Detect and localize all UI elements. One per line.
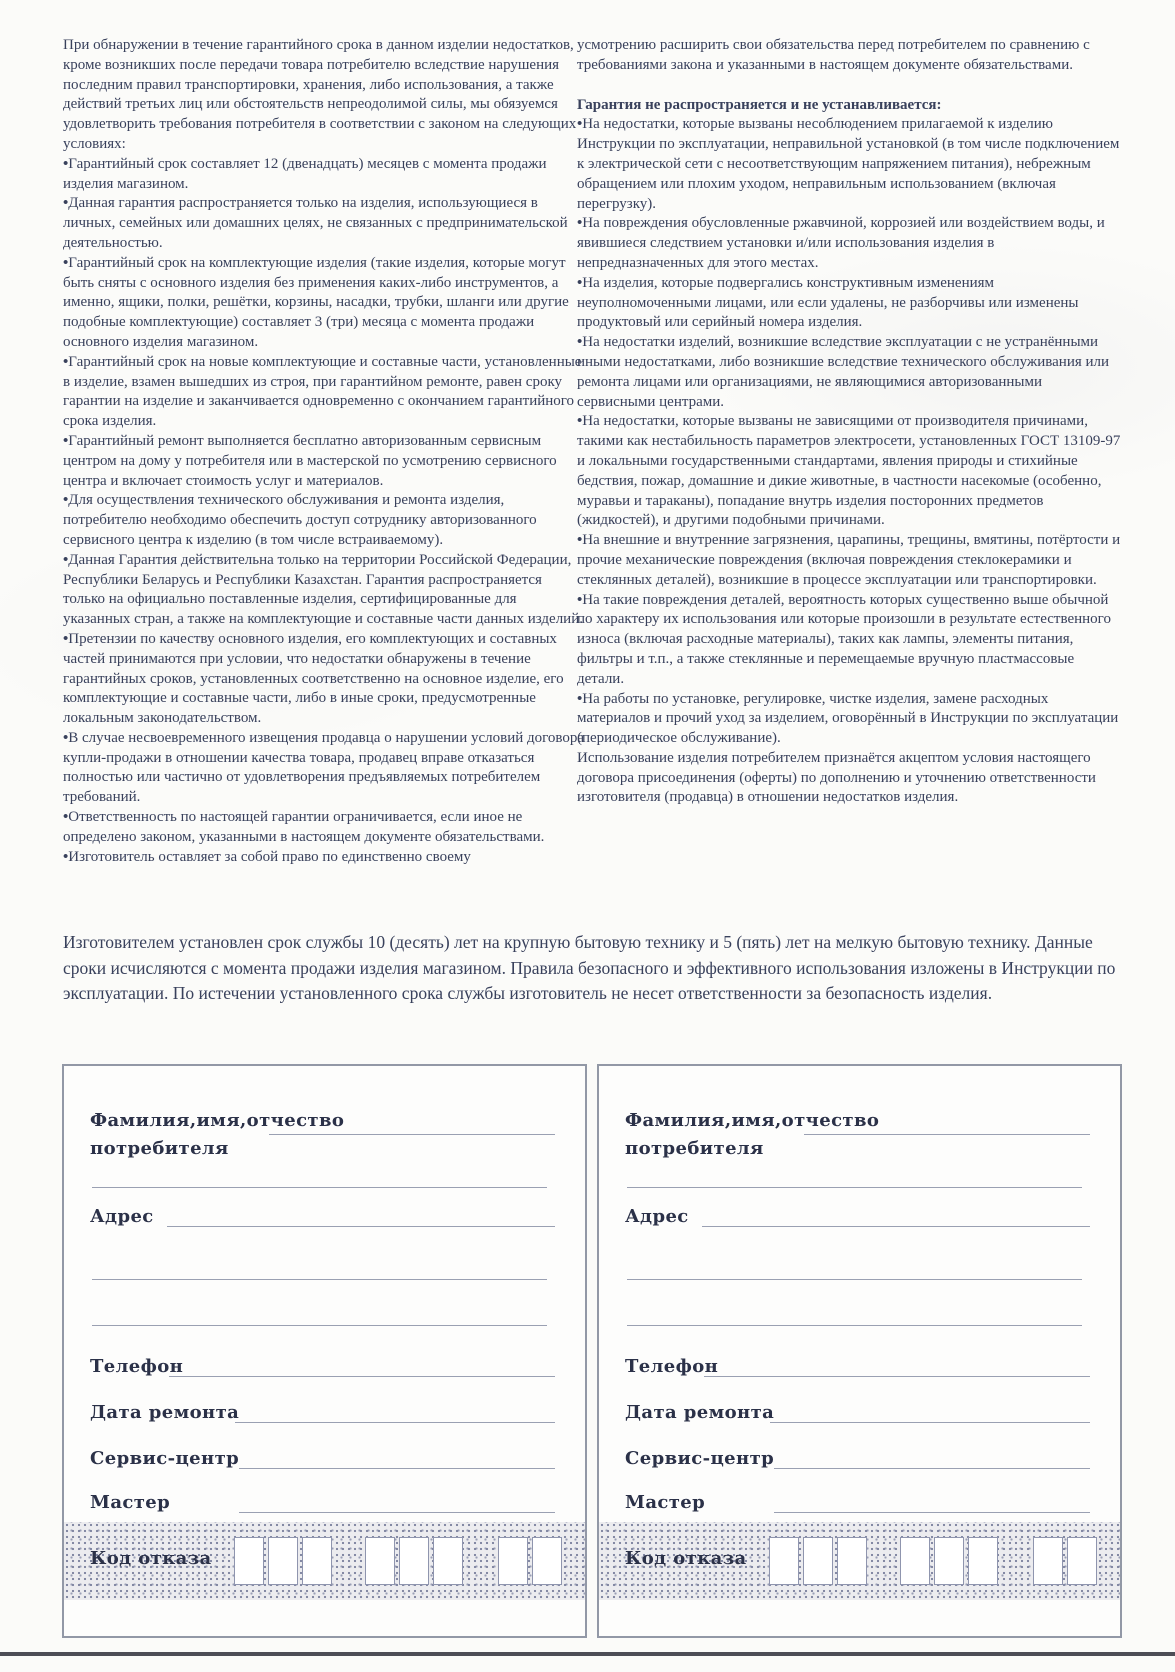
address-extra-line-2	[627, 1325, 1082, 1326]
consumer-name-label-2: потребителя	[90, 1138, 229, 1159]
warranty-condition-bullet: • Данная гарантия распространяется только на изделия, использующиеся в личных, семейных или домашних целях, не связанных с предпринимательской деятельностью.	[63, 194, 587, 253]
failure-code-cell-group	[365, 1537, 463, 1585]
service-center-input-line	[239, 1468, 555, 1469]
failure-code-cell-group	[1033, 1537, 1097, 1585]
consumer-name-label: Фамилия,имя,отчество	[625, 1110, 880, 1131]
warranty-condition-bullet: • Гарантийный срок на новые комплектующие и составные части, установленные в изделие, взамен вышедших из строя, при гарантийном ремонте, равен сроку гарантии на изделие и заканчивается одновременно с окончанием гарантийного срока изделия.	[63, 353, 587, 432]
failure-code-cell	[399, 1537, 429, 1585]
warranty-condition-bullet: • Для осуществления технического обслуживания и ремонта изделия, потребителю необходимо обеспечить доступ сотруднику авторизованного сервисного центра к изделию (в том числе встраиваемому).	[63, 491, 587, 550]
failure-code-cell-group	[234, 1537, 332, 1585]
master-input-line	[774, 1512, 1090, 1513]
warranty-exclusion-bullet: • На работы по установке, регулировке, чистке изделия, замене расходных материалов и прочий уход за изделием, оговорённый в Инструкции по эксплуатации (периодическое обслуживание).	[577, 690, 1122, 749]
name-extra-line	[92, 1187, 547, 1188]
warranty-condition-bullet: • Данная Гарантия действительна только на территории Российской Федерации, Республики Беларусь и Республики Казахстан. Гарантия распространяется только на официально поставленные изделия, сертифицированные для указанных стран, а также на комплектующие и составные части данных изделий.	[63, 551, 587, 630]
phone-input-line	[704, 1376, 1090, 1377]
consumer-form-right	[597, 1064, 1122, 1638]
address-extra-line-2	[92, 1325, 547, 1326]
address-label: Адрес	[90, 1206, 154, 1227]
failure-code-cell	[803, 1537, 833, 1585]
warranty-intro-paragraph: При обнаружении в течение гарантийного срока в данном изделии недостатков, кроме возникших после передачи товара потребителю вследствие нарушения последним правил транспортировки, хранения, либо использования, а также действий третьих лиц или обстоятельств непреодолимой силы, мы обязуемся удовлетворить требования потребителя в соответствии с законом на следующих условиях:	[63, 37, 577, 152]
warranty-exclusion-bullet: • На внешние и внутренние загрязнения, царапины, трещины, вмятины, потёртости и прочие механические повреждения (включая повреждения стеклокерамики и стеклянных деталей), возникшие в процессе эксплуатации или транспортировки.	[577, 531, 1122, 590]
consumer-name-label: Фамилия,имя,отчество	[90, 1110, 345, 1131]
failure-code-cell-group	[769, 1537, 867, 1585]
master-label: Мастер	[90, 1492, 171, 1513]
address-label: Адрес	[625, 1206, 689, 1227]
repair-date-label: Дата ремонта	[625, 1402, 775, 1423]
service-center-label: Сервис-центр	[625, 1448, 775, 1469]
address-extra-line	[627, 1279, 1082, 1280]
scan-edge-line	[0, 1652, 1175, 1656]
name-input-line	[804, 1134, 1090, 1135]
failure-code-cell	[1033, 1537, 1063, 1585]
failure-code-cell	[1067, 1537, 1097, 1585]
address-extra-line	[92, 1279, 547, 1280]
repair-date-label: Дата ремонта	[90, 1402, 240, 1423]
warranty-condition-bullet: • Ответственность по настоящей гарантии ограничивается, если иное не определено законом, указанными в настоящем документе обязательствами.	[63, 808, 587, 848]
failure-code-cell	[302, 1537, 332, 1585]
master-input-line	[239, 1512, 555, 1513]
warranty-condition-bullet: • Изготовитель оставляет за собой право по единственно своему	[63, 848, 587, 868]
failure-code-band	[64, 1522, 585, 1600]
consumer-form-left	[62, 1064, 587, 1638]
warranty-continuation-paragraph: усмотрению расширить свои обязательства перед потребителем по сравнению с требованиями закона и указанными в настоящем документе обязательствами.	[577, 37, 1090, 73]
warranty-exclusion-bullet: • На недостатки изделий, возникшие вследствие эксплуатации с не устранёнными иными недостатками, либо возникшие вследствие технического обслуживания или ремонта лицами или организациями, не являющимися авторизованными сервисными центрами.	[577, 333, 1122, 412]
warranty-condition-bullet: • В случае несвоевременного извещения продавца о нарушении условий договора купли-продажи в отношении качества товара, продавец вправе отказаться полностью или частично от удовлетворения предъявляемых потребителем требований.	[63, 729, 587, 808]
warranty-exclusions-heading: Гарантия не распространяется и не устанавливается:	[577, 96, 942, 113]
warranty-exclusion-bullet: • На такие повреждения деталей, вероятность которых существенно выше обычной по характеру их использования или которые произошли в результате естественного износа (включая расходные материалы), таких как лампы, элементы питания, фильтры и т.п., а также стеклянные и перемещаемые вручную пластмассовые детали.	[577, 591, 1122, 690]
failure-code-cell-group	[900, 1537, 998, 1585]
warranty-conditions-column-left	[63, 36, 587, 867]
failure-code-cell	[498, 1537, 528, 1585]
failure-code-cell	[968, 1537, 998, 1585]
address-input-line	[167, 1226, 555, 1227]
warranty-exclusion-bullet: • На повреждения обусловленные ржавчиной, коррозией или воздействием воды, и явившиеся следствием установки и/или использования изделия в непредназначенных для этого местах.	[577, 214, 1122, 273]
failure-code-cell	[433, 1537, 463, 1585]
offer-acceptance-paragraph: Использование изделия потребителем признаётся акцептом условия настоящего договора присоединения (оферты) по дополнению и уточнению ответственности изготовителя (продавца) в отношении недостатков изделия.	[577, 749, 1096, 806]
warranty-exclusion-bullet: • На недостатки, которые вызваны несоблюдением прилагаемой к изделию Инструкции по эксплуатации, неправильной установкой (в том числе подключением к электрической сети с несоответствующим напряжением питания), небрежным обращением или плохим уходом, неправильным использованием (включая перегрузку).	[577, 115, 1122, 214]
phone-label: Телефон	[90, 1356, 184, 1377]
failure-code-cell	[837, 1537, 867, 1585]
master-label: Мастер	[625, 1492, 706, 1513]
failure-code-band	[599, 1522, 1120, 1600]
failure-code-cell	[934, 1537, 964, 1585]
repair-date-input-line	[770, 1422, 1090, 1423]
failure-code-cell	[234, 1537, 264, 1585]
warranty-exclusion-bullet: • На недостатки, которые вызваны не зависящими от производителя причинами, такими как нестабильность параметров электросети, установленных ГОСТ 13109-97 и локальными государственными стандартами, явления природы и стихийные бедствия, пожар, домашние и дикие животные, в частности насекомые (особенно, муравьи и тараканы), попадание внутрь изделия посторонних предметов (жидкостей), и другими подобными причинами.	[577, 412, 1122, 531]
failure-code-cell	[268, 1537, 298, 1585]
failure-code-cell	[769, 1537, 799, 1585]
consumer-name-label-2: потребителя	[625, 1138, 764, 1159]
phone-label: Телефон	[625, 1356, 719, 1377]
repair-date-input-line	[235, 1422, 555, 1423]
service-center-input-line	[774, 1468, 1090, 1469]
name-input-line	[269, 1134, 555, 1135]
warranty-exclusion-bullet: • На изделия, которые подвергались конструктивным изменениям неуполномоченными лицами, или если удалены, не разборчивы или изменены продуктовый или серийный номера изделия.	[577, 274, 1122, 333]
service-life-paragraph: Изготовителем установлен срок службы 10 (десять) лет на крупную бытовую технику и 5 (пять) лет на мелкую бытовую технику. Данные сроки исчисляются с момента продажи изделия магазином. Правила безопасного и эффективного использования изложены в Инструкции по эксплуатации. По истечении установленного срока службы изготовитель не несет ответственности за безопасность изделия.	[63, 932, 1116, 1003]
phone-input-line	[169, 1376, 555, 1377]
warranty-condition-bullet: • Претензии по качеству основного изделия, его комплектующих и составных частей принимаются при условии, что недостатки обнаружены в течение гарантийных сроков, установленных соответственно на основное изделие, его комплектующие и составные части, либо в иные сроки, предусмотренные локальным законодательством.	[63, 630, 587, 729]
warranty-conditions-column-right	[577, 36, 1122, 808]
failure-code-cell-group	[498, 1537, 562, 1585]
warranty-condition-bullet: • Гарантийный ремонт выполняется бесплатно авторизованным сервисным центром на дому у потребителя или в мастерской по усмотрению сервисного центра и включает стоимость услуг и материалов.	[63, 432, 587, 491]
failure-code-cell	[900, 1537, 930, 1585]
service-center-label: Сервис-центр	[90, 1448, 240, 1469]
name-extra-line	[627, 1187, 1082, 1188]
failure-code-cell	[532, 1537, 562, 1585]
failure-code-cell	[365, 1537, 395, 1585]
address-input-line	[702, 1226, 1090, 1227]
warranty-condition-bullet: • Гарантийный срок составляет 12 (двенадцать) месяцев с момента продажи изделия магазином.	[63, 155, 587, 195]
failure-code-label: Код отказа	[90, 1548, 212, 1569]
warranty-condition-bullet: • Гарантийный срок на комплектующие изделия (такие изделия, которые могут быть сняты с основного изделия без применения каких-либо инструментов, а именно, ящики, полки, решётки, корзины, насадки, трубки, шланги или другие подобные комплектующие) составляет 3 (три) месяца с момента продажи основного изделия магазином.	[63, 254, 587, 353]
failure-code-label: Код отказа	[625, 1548, 747, 1569]
